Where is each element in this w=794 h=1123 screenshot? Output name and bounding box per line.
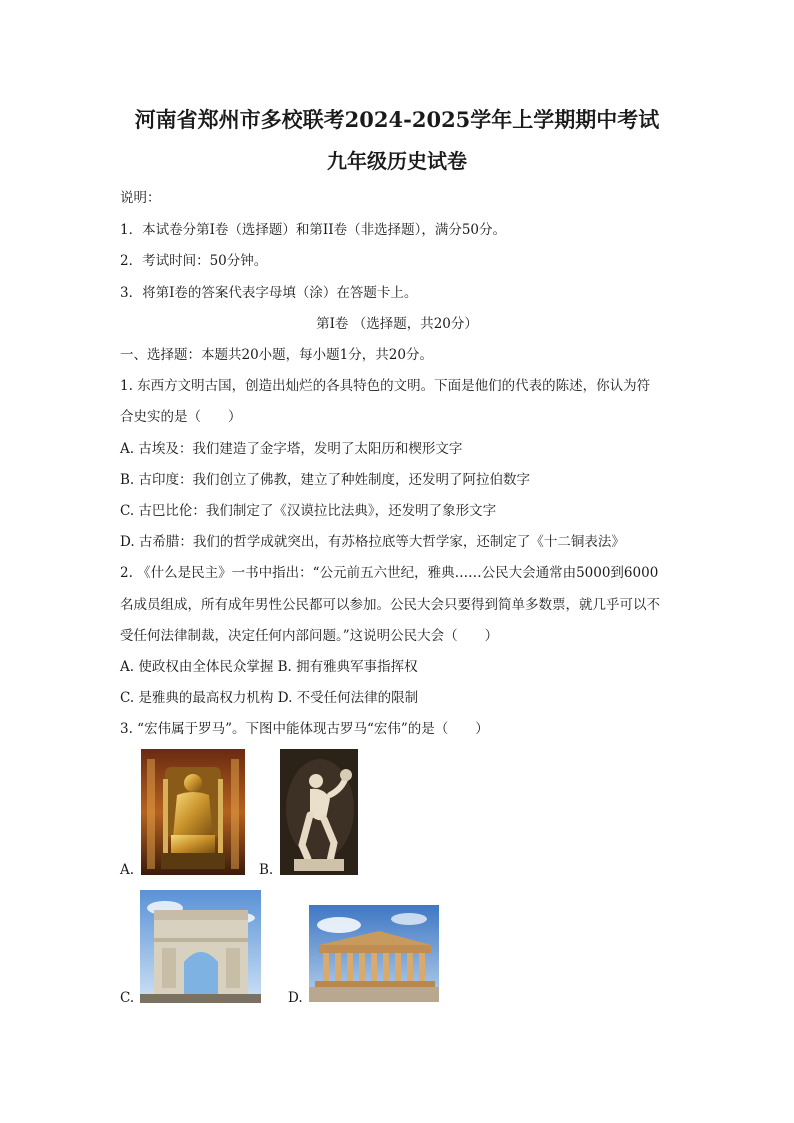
- q3-label-d: D.: [288, 990, 303, 1006]
- q3-label-b: B.: [259, 862, 274, 878]
- q2-stem-line2: 名成员组成，所有成年男性公民都可以参加。公民大会只要得到简单多数票，就几乎可以不: [120, 597, 660, 613]
- image-zeus-statue: [141, 749, 245, 875]
- q2-options-ab: A. 使政权由全体民众掌握 B. 拥有雅典军事指挥权: [120, 659, 418, 675]
- exam-title: 河南省郑州市多校联考2024-2025学年上学期期中考试: [134, 107, 660, 132]
- q2-stem-line3: 受任何法律制裁，决定任何内部问题。”这说明公民大会（ ）: [120, 628, 499, 644]
- q1-stem-line1: 1. 东西方文明古国，创造出灿烂的各具特色的文明。下面是他们的代表的陈述，你认为符: [120, 378, 651, 394]
- q3-label-a: A.: [120, 862, 135, 878]
- note-3: 3．将第I卷的答案代表字母填（涂）在答题卡上。: [120, 285, 418, 301]
- q1-option-b: B. 古印度：我们创立了佛教，建立了种姓制度，还发明了阿拉伯数字: [120, 472, 531, 488]
- exam-subtitle: 九年级历史试卷: [327, 149, 467, 173]
- q1-option-c: C. 古巴比伦：我们制定了《汉谟拉比法典》，还发明了象形文字: [120, 503, 497, 519]
- note-1: 1．本试卷分第I卷（选择题）和第II卷（非选择题），满分50分。: [120, 222, 507, 238]
- q1-stem-line2: 合史实的是（ ）: [120, 409, 242, 425]
- q1-option-d: D. 古希腊：我们的哲学成就突出，有苏格拉底等大哲学家，还制定了《十二铜表法》: [120, 534, 625, 550]
- notes-heading: 说明：: [120, 190, 161, 206]
- q2-options-cd: C. 是雅典的最高权力机构 D. 不受任何法律的限制: [120, 690, 419, 706]
- image-discus-thrower: [280, 749, 358, 875]
- part1-header: 第I卷 （选择题，共20分）: [316, 316, 478, 332]
- q1-option-a: A. 古埃及：我们建造了金字塔，发明了太阳历和楔形文字: [120, 441, 463, 457]
- q3-stem: 3. “宏伟属于罗马”。下图中能体现古罗马“宏伟”的是（ ）: [120, 721, 489, 737]
- image-parthenon: [309, 905, 439, 1002]
- note-2: 2．考试时间：50分钟。: [120, 253, 268, 269]
- image-triumphal-arch: [140, 890, 261, 1003]
- q3-label-c: C.: [120, 990, 135, 1006]
- q2-stem-line1: 2. 《什么是民主》一书中指出：“公元前五六世纪，雅典……公民大会通常由5000到6000: [120, 565, 659, 581]
- section-intro: 一、选择题：本题共20小题，每小题1分，共20分。: [120, 347, 433, 363]
